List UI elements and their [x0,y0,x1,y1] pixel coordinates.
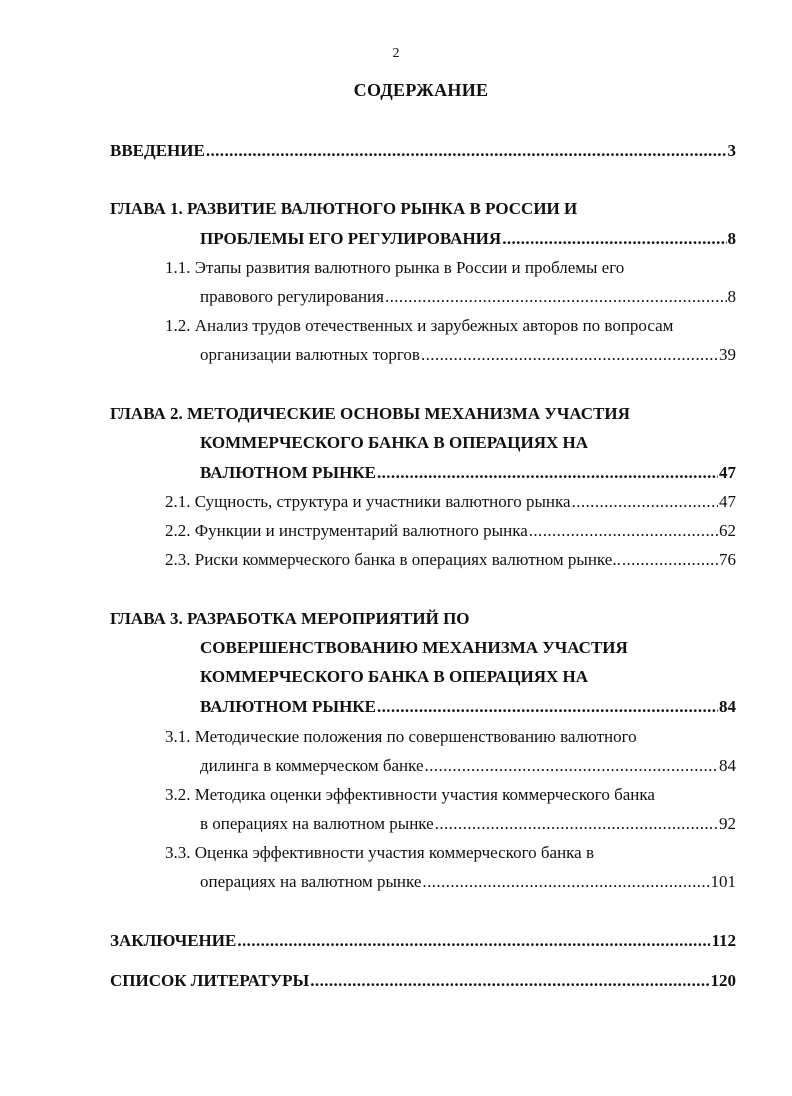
toc-entry-page: 84 [719,756,736,775]
chapter-1-heading[interactable]: ГЛАВА 1. РАЗВИТИЕ ВАЛЮТНОГО РЫНКА В РОССИИ И [110,199,578,218]
section-3-2-end[interactable] [200,813,736,835]
chapter-2-heading-end[interactable] [200,462,736,484]
toc-entry-label: 2.3. Риски коммерческого банка в операциях валютном рынке.. [165,550,621,569]
section-1-1-line1[interactable]: 1.1. Этапы развития валютного рынка в России и проблемы его [165,258,625,277]
dot-leader [435,813,718,835]
section-3-3-line1[interactable]: 3.3. Оценка эффективности участия коммерческого банка в [165,843,594,862]
dot-leader [529,520,718,542]
toc-title: СОДЕРЖАНИЕ [353,80,489,100]
dot-leader [377,696,718,718]
toc-entry-label: 2.1. Сущность, структура и участники валютного рынка [165,492,571,511]
dot-leader [572,491,718,513]
chapter-3-heading-line3[interactable]: КОММЕРЧЕСКОГО БАНКА В ОПЕРАЦИЯХ НА [200,667,589,686]
toc-entry-label: ВАЛЮТНОМ РЫНКЕ [200,697,376,716]
toc-entry-page: 3 [727,141,736,160]
toc-entry-label: 2.2. Функции и инструментарий валютного рынка [165,521,528,540]
toc-entry-page: 101 [710,872,736,891]
toc-entry-label: организации валютных торгов [200,345,420,364]
dot-leader [206,140,727,162]
section-3-2-line1[interactable]: 3.2. Методика оценки эффективности участия коммерческого банка [165,785,655,804]
toc-entry-page: 39 [719,345,736,364]
chapter-3-heading-end[interactable] [200,696,736,718]
section-2-1[interactable] [165,491,736,513]
toc-entry-label: ВАЛЮТНОМ РЫНКЕ [200,463,376,482]
toc-entry-page: 8 [727,287,736,306]
chapter-3-heading[interactable]: ГЛАВА 3. РАЗРАБОТКА МЕРОПРИЯТИЙ ПО [110,609,470,628]
dot-leader [310,970,709,992]
chapter-3-heading-line2[interactable]: СОВЕРШЕНСТВОВАНИЮ МЕХАНИЗМА УЧАСТИЯ [200,638,628,657]
chapter-2-heading[interactable]: ГЛАВА 2. МЕТОДИЧЕСКИЕ ОСНОВЫ МЕХАНИЗМА УЧАСТИЯ [110,404,630,423]
toc-entry-label: СПИСОК ЛИТЕРАТУРЫ [110,971,310,990]
toc-entry-label: в операциях на валютном рынке [200,814,434,833]
dot-leader [502,228,726,250]
dot-leader [385,286,727,308]
dot-leader [422,871,709,893]
dot-leader [237,930,710,952]
toc-entry-label: ВВЕДЕНИЕ [110,141,205,160]
toc-entry-label: правового регулирования [200,287,384,306]
toc-entry-page: 47 [719,492,736,511]
chapter-1-heading-end[interactable] [200,228,736,250]
toc-entry-label: дилинга в коммерческом банке [200,756,424,775]
chapter-2-heading-line2[interactable]: КОММЕРЧЕСКОГО БАНКА В ОПЕРАЦИЯХ НА [200,433,589,452]
section-1-2-end[interactable] [200,344,736,366]
section-3-3-end[interactable] [200,871,736,893]
toc-entry-label: операциях на валютном рынке [200,872,422,891]
toc-entry-intro[interactable] [110,140,736,162]
toc-entry-page: 120 [710,971,736,990]
toc-entry-page: 47 [719,463,736,482]
toc-entry-page: 8 [727,229,736,248]
toc-entry-page: 92 [719,814,736,833]
dot-leader [622,549,718,571]
toc-entry-page: 76 [719,550,736,569]
toc-entry-references[interactable] [110,970,736,992]
section-2-3[interactable] [165,549,736,571]
toc-entry-page: 84 [719,697,736,716]
toc-entry-conclusion[interactable] [110,930,736,952]
toc-entry-label: ЗАКЛЮЧЕНИЕ [110,931,237,950]
section-3-1-line1[interactable]: 3.1. Методические положения по совершенствованию валютного [165,727,637,746]
section-1-2-line1[interactable]: 1.2. Анализ трудов отечественных и зарубежных авторов по вопросам [165,316,674,335]
section-1-1-end[interactable] [200,286,736,308]
toc-entry-page: 62 [719,521,736,540]
toc-entry-page: 112 [711,931,736,950]
dot-leader [377,462,718,484]
dot-leader [421,344,718,366]
section-2-2[interactable] [165,520,736,542]
toc-entry-label: ПРОБЛЕМЫ ЕГО РЕГУЛИРОВАНИЯ [200,229,502,248]
dot-leader [425,755,719,777]
page-number: 2 [392,46,400,61]
section-3-1-end[interactable] [200,755,736,777]
